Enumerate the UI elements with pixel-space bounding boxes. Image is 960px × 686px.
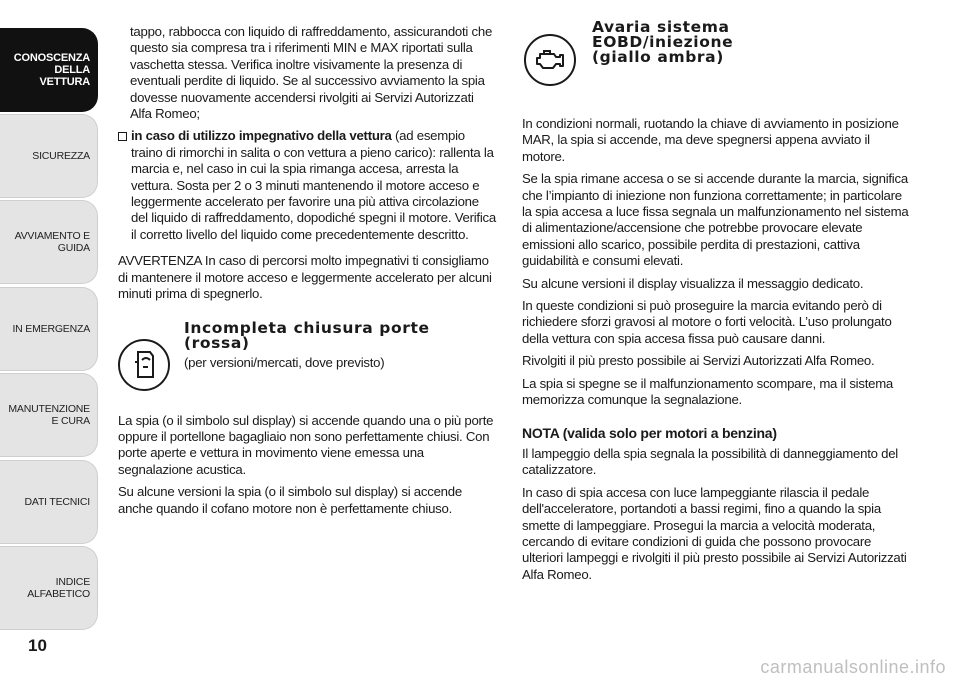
eobd-title-line2: EOBD/iniezione bbox=[592, 33, 734, 51]
bullet-item bbox=[118, 128, 496, 249]
paragraph: In queste condizioni si può proseguire la marcia evitando però di richiedere sforzi gravosi al motore o forti velocità. L’uso prolungato della vettura con spia accesa fissa può causare danni. bbox=[522, 298, 892, 346]
eobd-title-line3: (giallo ambra) bbox=[592, 48, 724, 66]
section-sidebar bbox=[0, 0, 100, 686]
paragraph: Se la spia rimane accesa o se si accende durante la marcia, significa che l’impianto di iniezione non funziona correttamente; in particolare la spia accesa a luce fissa segnala un malfunzionamento nel sistema di alimentazione/accensione che potrebbe provocare elevate emissioni allo scarico, possibile perdita di prestazioni, cattiva guidabilità e consumi elevati. bbox=[522, 171, 909, 269]
paragraph: Rivolgiti il più presto possibile ai Servizi Autorizzati Alfa Romeo. bbox=[522, 353, 875, 369]
eobd-title-line1: Avaria sistema bbox=[592, 18, 730, 36]
tab-label: MANUTENZIONE E CURA bbox=[8, 403, 90, 427]
paragraph: Su alcune versioni la spia (o il simbolo sul display) si accende anche quando il cofano motore non è perfettamente chiuso. bbox=[118, 484, 462, 516]
tab-dati-tecnici[interactable] bbox=[0, 460, 98, 544]
paragraph: In caso di spia accesa con luce lampeggiante rilascia il pedale dell'acceleratore, portandoti a bassi regimi, fino a quando la spia smette di lampeggiare. Prosegui la marcia a velocità moderata, cercando di evitare condizioni di guida che possono provocare ulteriori lampeggi e rivolgiti il più presto possibile ai Servizi Autorizzati Alfa Romeo. bbox=[522, 484, 907, 582]
door-title-line2: (rossa) bbox=[184, 333, 250, 352]
eobd-indicator-header bbox=[522, 20, 910, 86]
paragraph: In condizioni normali, ruotando la chiave di avviamento in posizione MAR, la spia si accende, ma deve spegnersi appena avviato il motore. bbox=[522, 116, 899, 164]
tab-label: SICUREZZA bbox=[32, 150, 90, 162]
tab-sicurezza[interactable] bbox=[0, 114, 98, 198]
tab-conoscenza-della-vettura[interactable] bbox=[0, 28, 98, 112]
tab-label: IN EMERGENZA bbox=[12, 323, 90, 335]
tab-label: AVVIAMENTO E GUIDA bbox=[14, 230, 90, 254]
tab-avviamento-e-guida[interactable] bbox=[0, 200, 98, 284]
left-column bbox=[118, 24, 496, 523]
nota-heading: NOTA (valida solo per motori a benzina) bbox=[522, 424, 777, 441]
door-indicator-header bbox=[118, 318, 496, 391]
door-open-icon bbox=[118, 339, 170, 391]
tab-label: DATI TECNICI bbox=[24, 496, 90, 508]
bullet-bold: in caso di utilizzo impegnativo della vettura bbox=[131, 128, 392, 144]
watermark: carmanualsonline.info bbox=[760, 657, 946, 677]
door-title-line1: Incompleta chiusura porte bbox=[184, 318, 430, 337]
tab-manutenzione-e-cura[interactable] bbox=[0, 373, 98, 457]
paragraph: Su alcune versioni il display visualizza il messaggio dedicato. bbox=[522, 275, 864, 291]
bullet-text: (ad esempio traino di rimorchi in salita o con vettura a pieno carico): rallenta la marcia e, nel caso in cui la spia rimanga accesa, arresta la vettura. Sosta per 2 o 3 minuti mantenendo il motore acceso e leggermente accelerato per favorire una più attiva circolazione del liquido di raffreddamento, dopodiché spegni il motore. Verifica il corretto livello del liquido come precedentemente descritto. bbox=[131, 128, 496, 242]
tab-in-emergenza[interactable] bbox=[0, 287, 98, 371]
page-number: 10 bbox=[28, 636, 47, 655]
engine-check-icon bbox=[524, 34, 576, 86]
warning-text: AVVERTENZA In caso di percorsi molto impegnativi ti consigliamo di mantenere il motore acceso e leggermente accelerato per alcuni minuti prima di spegnerlo. bbox=[118, 253, 492, 302]
tab-label: INDICE ALFABETICO bbox=[27, 576, 90, 600]
tab-label: CONOSCENZA DELLA VETTURA bbox=[13, 52, 90, 88]
tab-indice-alfabetico[interactable] bbox=[0, 546, 98, 630]
paragraph: tappo, rabbocca con liquido di raffreddamento, assicurandoti che questo sia compresa tra i riferimenti MIN e MAX riportati sulla vaschetta stessa. Verifica inoltre visivamente la presenza di eventuali perdite di liquido. Se al successivo avviamento la spia dovesse nuovamente accendersi rivolgiti ai Servizi Autorizzati Alfa Romeo; bbox=[130, 24, 493, 122]
right-column bbox=[522, 20, 910, 589]
paragraph: La spia (o il simbolo sul display) si accende quando una o più porte oppure il portellone bagagliaio non sono perfettamente chiusi. Con porte aperte e vettura in movimento viene emessa una segnalazione acustica. bbox=[118, 412, 494, 477]
door-subtitle: (per versioni/mercati, dove previsto) bbox=[184, 354, 385, 370]
paragraph: La spia si spegne se il malfunzionamento scompare, ma il sistema memorizza comunque la segnalazione. bbox=[522, 375, 894, 408]
checkbox-bullet-icon bbox=[118, 132, 127, 141]
paragraph: Il lampeggio della spia segnala la possibilità di danneggiamento del catalizzatore. bbox=[522, 445, 898, 478]
